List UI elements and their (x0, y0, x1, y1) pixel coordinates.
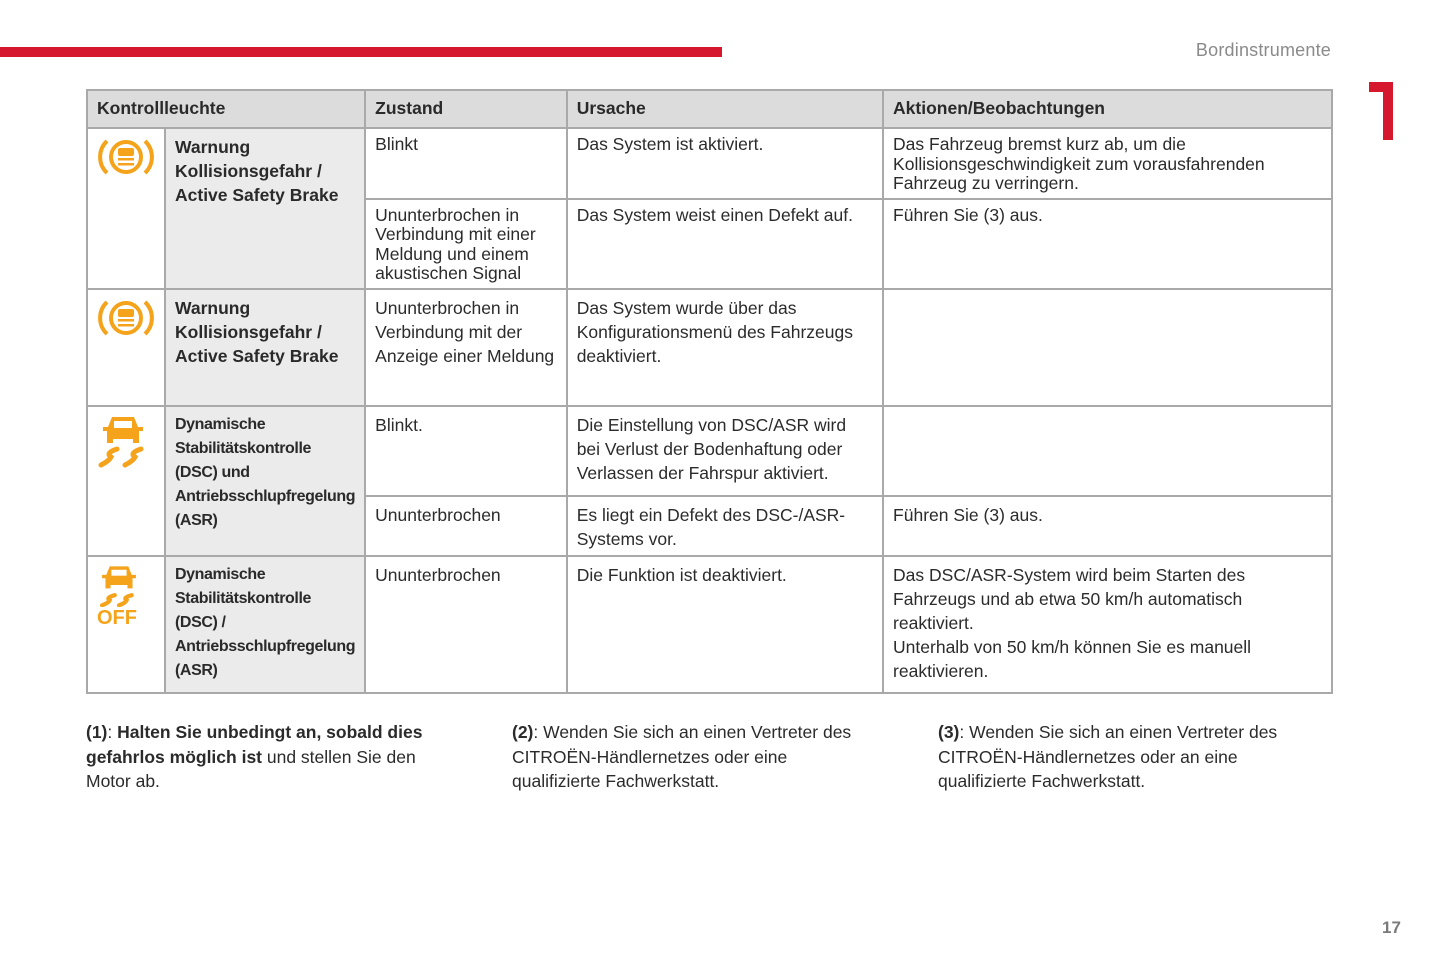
zustand-cell: Blinkt. (365, 406, 567, 496)
warning-light-cell (87, 289, 165, 406)
chapter-number (1369, 82, 1395, 140)
footnote-ref: (3) (938, 722, 960, 742)
warning-light-label: Dynamische Stabilitätskontrolle (DSC) / Antriebsschlupfregelung (ASR) (165, 556, 365, 693)
footnote-ref: (2) (512, 722, 534, 742)
warning-light-cell (87, 406, 165, 556)
column-header-zustand: Zustand (365, 90, 567, 128)
zustand-cell: Blinkt (365, 128, 567, 199)
column-header-kontrollleuchte: Kontrollleuchte (87, 90, 365, 128)
footnote-bold-text: Halten Sie unbedingt an, sobald dies gefahrlos möglich ist (86, 722, 423, 767)
footnote-3: (3): Wenden Sie sich an einen Vertreter des CITROËN-Händlernetzes oder an eine qualifizierte Fachwerkstatt. (938, 722, 1278, 791)
page-number: 17 (1382, 918, 1401, 937)
footnote-ref: (1) (86, 722, 108, 742)
zustand-cell: Ununterbrochen (365, 556, 567, 693)
zustand-cell: Ununterbrochen in Verbindung mit einer Meldung und einem akustischen Signal (365, 199, 567, 289)
aktion-cell: Das Fahrzeug bremst kurz ab, um die Kollisionsgeschwindigkeit zum vorausfahrenden Fahrzeug zu verringern. (883, 128, 1332, 199)
aktion-cell: Führen Sie (3) aus. (883, 199, 1332, 289)
collision-warning-brake-icon (97, 135, 155, 179)
footnote-text: Wenden Sie sich an einen Vertreter des CITROËN-Händlernetzes oder eine qualifizierte Fachwerkstatt. (512, 722, 852, 791)
table-header-row (87, 90, 1332, 128)
footnote-1: (1): Halten Sie unbedingt an, sobald dies gefahrlos möglich ist und stellen Sie den Motor ab. (86, 722, 423, 791)
warning-lights-table (86, 89, 1333, 694)
footnote-2: (2): Wenden Sie sich an einen Vertreter des CITROËN-Händlernetzes oder eine qualifizierte Fachwerkstatt. (512, 722, 852, 791)
aktion-line: Das DSC/ASR-System wird beim Starten des Fahrzeugs und ab etwa 50 km/h automatisch reaktiviert. (893, 564, 1246, 633)
table-row (87, 556, 1332, 693)
table-row (87, 128, 1332, 199)
aktion-cell (883, 289, 1332, 406)
column-header-aktionen: Aktionen/Beobachtungen (883, 90, 1332, 128)
ursache-cell: Das System weist einen Defekt auf. (567, 199, 883, 289)
aktion-cell (883, 556, 1332, 693)
aktion-line: Unterhalb von 50 km/h können Sie es manuell reaktivieren. (893, 636, 1252, 681)
section-title: Bordinstrumente (1195, 40, 1331, 60)
off-indicator-text: OFF (97, 607, 137, 629)
aktion-cell (883, 406, 1332, 496)
ursache-cell: Das System wurde über das Konfigurationsmenü des Fahrzeugs deaktiviert. (567, 289, 883, 406)
warning-light-label: Dynamische Stabilitätskontrolle (DSC) und Antriebsschlupfregelung (ASR) (165, 406, 365, 556)
red-header-bar (0, 47, 722, 57)
skidding-car-icon (97, 413, 149, 469)
footnote-text: und stellen Sie den Motor ab. (86, 746, 416, 791)
table-row (87, 289, 1332, 406)
skidding-car-off-icon (97, 563, 141, 607)
warning-light-label: Warnung Kollisionsgefahr / Active Safety Brake (165, 128, 365, 289)
footnote-text: Wenden Sie sich an einen Vertreter des CITROËN-Händlernetzes oder an eine qualifizierte Fachwerkstatt. (938, 722, 1278, 791)
ursache-cell: Es liegt ein Defekt des DSC-/ASR-Systems vor. (567, 496, 883, 556)
zustand-cell: Ununterbrochen (365, 496, 567, 556)
ursache-cell: Die Funktion ist deaktiviert. (567, 556, 883, 693)
ursache-cell: Das System ist aktiviert. (567, 128, 883, 199)
warning-light-cell (87, 128, 165, 289)
column-header-ursache: Ursache (567, 90, 883, 128)
collision-warning-brake-icon (97, 296, 155, 340)
warning-light-cell (87, 556, 165, 693)
aktion-cell: Führen Sie (3) aus. (883, 496, 1332, 556)
table-row (87, 406, 1332, 496)
zustand-cell: Ununterbrochen in Verbindung mit der Anzeige einer Meldung (365, 289, 567, 406)
ursache-cell: Die Einstellung von DSC/ASR wird bei Verlust der Bodenhaftung oder Verlassen der Fahrspur aktiviert. (567, 406, 883, 496)
warning-light-label: Warnung Kollisionsgefahr / Active Safety Brake (165, 289, 365, 406)
